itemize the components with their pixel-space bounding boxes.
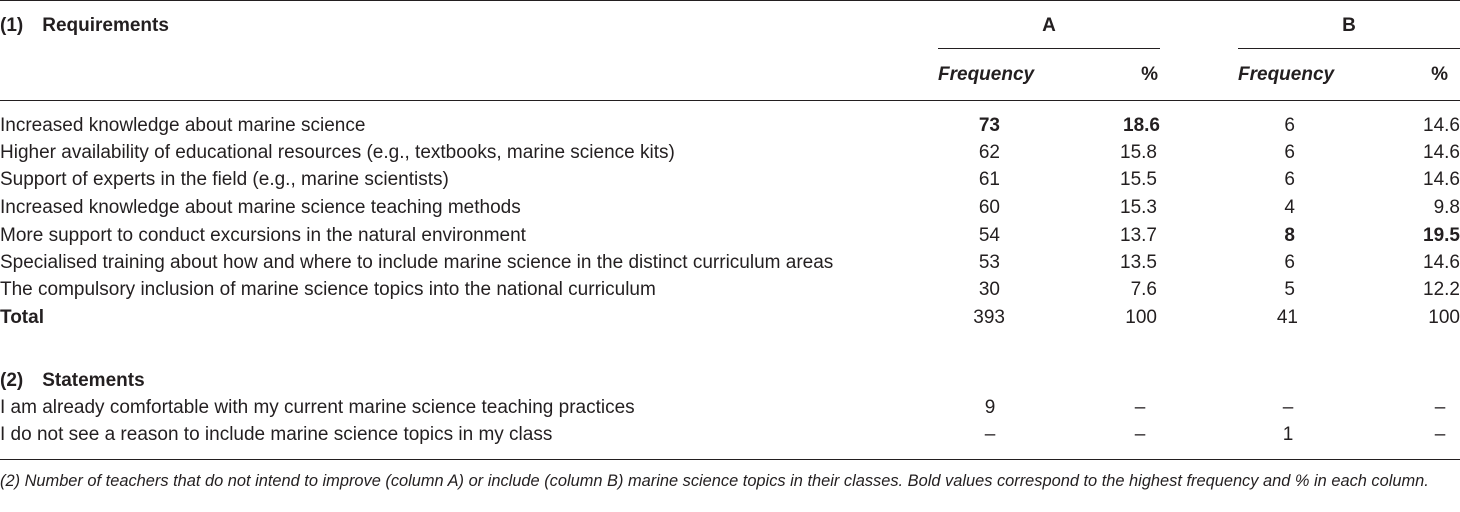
cell-b-frequency: 5: [1284, 279, 1295, 300]
col-b-percent-header: %: [1431, 64, 1448, 85]
group-b-header: B: [1342, 15, 1356, 36]
cell-b-percent: 19.5: [1423, 225, 1460, 246]
section1-title: (1) Requirements: [0, 15, 169, 36]
total-b-percent: 100: [1428, 307, 1460, 328]
cell-a-percent: 18.6: [1123, 115, 1160, 136]
cell-b-percent: –: [1434, 424, 1446, 445]
cell-b-frequency: 1: [1282, 424, 1294, 445]
cell-a-frequency: 61: [978, 169, 1000, 190]
cell-b-frequency: 6: [1284, 252, 1295, 273]
row-label: Support of experts in the field (e.g., marine scientists): [0, 169, 449, 190]
cell-a-frequency: 60: [978, 197, 1000, 218]
cell-b-frequency: 6: [1284, 142, 1295, 163]
cell-b-frequency: –: [1282, 397, 1294, 418]
cell-a-percent: 15.5: [1120, 169, 1157, 190]
cell-b-percent: –: [1434, 397, 1446, 418]
total-b-frequency: 41: [1276, 307, 1298, 328]
cell-b-frequency: 4: [1284, 197, 1295, 218]
row-label: Increased knowledge about marine science: [0, 115, 366, 136]
row-label: More support to conduct excursions in the natural environment: [0, 225, 526, 246]
cell-b-percent: 9.8: [1433, 197, 1460, 218]
cell-a-percent: –: [1134, 397, 1146, 418]
total-a-percent: 100: [1125, 307, 1157, 328]
table-bottom-rule: [0, 459, 1460, 460]
group-a-header: A: [1042, 15, 1056, 36]
total-a-frequency: 393: [973, 307, 1005, 328]
cell-b-percent: 14.6: [1423, 115, 1460, 136]
cell-a-frequency: 53: [978, 252, 1000, 273]
cell-b-frequency: 8: [1284, 225, 1295, 246]
cell-b-percent: 14.6: [1423, 169, 1460, 190]
group-a-underline: [938, 48, 1160, 49]
section2-title: (2) Statements: [0, 370, 145, 391]
col-a-percent-header: %: [1141, 64, 1158, 85]
col-b-frequency-header: Frequency: [1238, 64, 1335, 85]
col-a-frequency-header: Frequency: [938, 64, 1035, 85]
cell-a-frequency: 62: [978, 142, 1000, 163]
cell-a-percent: 13.7: [1120, 225, 1157, 246]
group-b-underline: [1238, 48, 1460, 49]
row-label: Increased knowledge about marine science teaching methods: [0, 197, 521, 218]
cell-b-percent: 14.6: [1423, 252, 1460, 273]
row-label: Higher availability of educational resources (e.g., textbooks, marine science kits): [0, 142, 675, 163]
cell-a-percent: 15.8: [1120, 142, 1157, 163]
cell-a-frequency: –: [984, 424, 996, 445]
header-bottom-rule: [0, 100, 1460, 101]
cell-b-frequency: 6: [1284, 169, 1295, 190]
row-label: The compulsory inclusion of marine science topics into the national curriculum: [0, 279, 656, 300]
cell-a-frequency: 73: [978, 115, 1000, 136]
cell-b-percent: 14.6: [1423, 142, 1460, 163]
cell-b-frequency: 6: [1284, 115, 1295, 136]
table-top-rule: [0, 0, 1460, 1]
cell-a-percent: 15.3: [1120, 197, 1157, 218]
cell-a-percent: –: [1134, 424, 1146, 445]
cell-b-percent: 12.2: [1423, 279, 1460, 300]
row-label: I am already comfortable with my current marine science teaching practices: [0, 397, 635, 418]
cell-a-frequency: 9: [984, 397, 996, 418]
cell-a-percent: 7.6: [1130, 279, 1157, 300]
row-label: I do not see a reason to include marine science topics in my class: [0, 424, 553, 445]
total-label: Total: [0, 307, 44, 328]
table-footnote: (2) Number of teachers that do not intend to improve (column A) or include (column B) marine science topics in their classes. Bold values correspond to the highest frequency and % in each column.: [0, 472, 1429, 490]
cell-a-frequency: 54: [978, 225, 1000, 246]
cell-a-frequency: 30: [978, 279, 1000, 300]
row-label: Specialised training about how and where to include marine science in the distinct curriculum areas: [0, 252, 834, 273]
cell-a-percent: 13.5: [1120, 252, 1157, 273]
